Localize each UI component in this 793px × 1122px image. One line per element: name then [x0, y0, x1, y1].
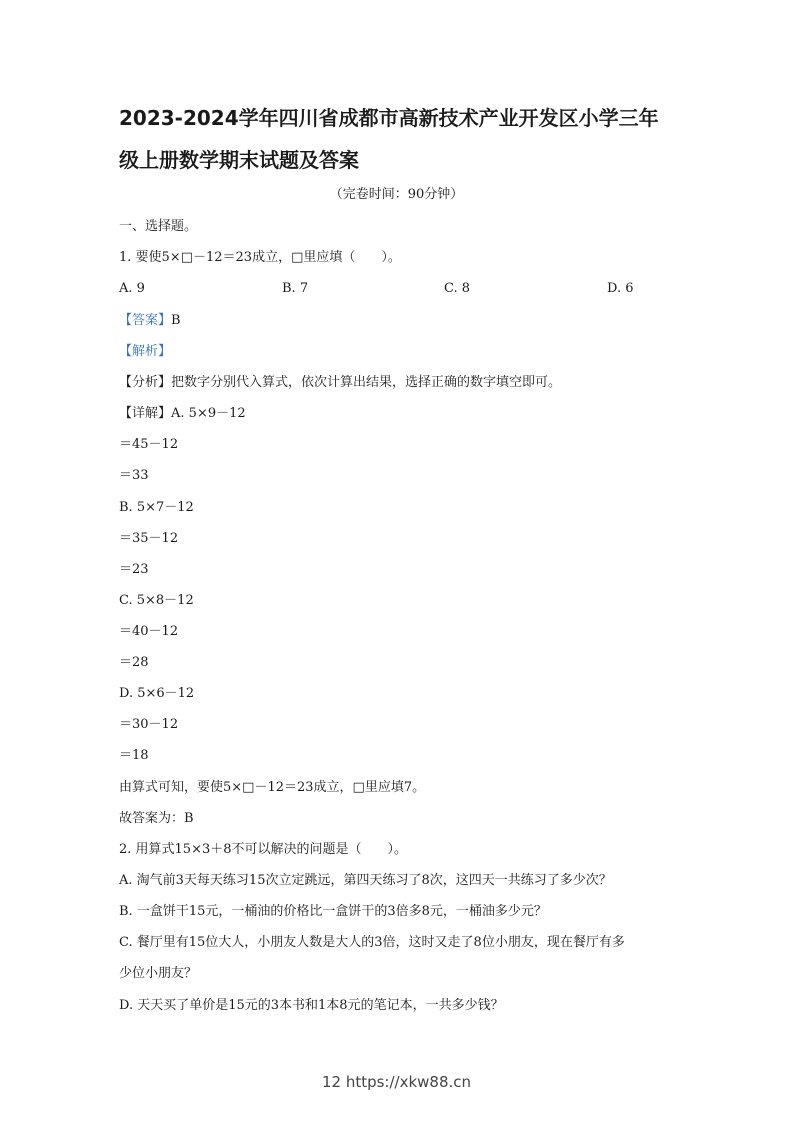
section-heading: 一、选择题。 — [119, 219, 198, 234]
answer-value: B — [171, 313, 181, 328]
step-line: ＝40－12 — [119, 624, 179, 639]
q1-xiangjie — [119, 407, 246, 421]
step-line: D. 5×6－12 — [119, 686, 195, 701]
document-title-line-2: 级上册数学期末试题及答案 — [119, 148, 359, 172]
step-line: ＝28 — [119, 655, 149, 670]
q2-option-d: D. 天天买了单价是15元的3本书和1本8元的笔记本，一共多少钱？ — [119, 998, 504, 1013]
q1-answer — [119, 314, 181, 328]
q1-option-d: D. 6 — [607, 281, 634, 296]
xiangjie-tag: 【详解】 — [119, 406, 172, 421]
q1-option-c: C. 8 — [444, 281, 471, 296]
step-line: ＝23 — [119, 562, 149, 577]
step-line: A. 5×9－12 — [171, 406, 246, 421]
q2-option-a: A. 淘气前3天每天练习15次立定跳远，第四天练习了8次，这四天一共练习了多少次？ — [119, 873, 612, 888]
step-line: ＝33 — [119, 468, 149, 483]
fenxi-tag: 【分析】 — [119, 375, 172, 390]
q2-option-c: C. 餐厅里有15位大人，小朋友人数是大人的3倍，这时又走了8位小朋友，现在餐厅有多 — [119, 935, 625, 950]
question-2-stem: 2. 用算式15×3＋8不可以解决的问题是（ ）。 — [119, 842, 408, 857]
document-title-line-1: 2023-2024学年四川省成都市高新技术产业开发区小学三年 — [119, 106, 659, 130]
step-line: ＝30－12 — [119, 717, 179, 732]
step-line: ＝35－12 — [119, 531, 179, 546]
fenxi-text: 把数字分别代入算式，依次计算出结果，选择正确的数字填空即可。 — [171, 375, 562, 390]
q2-option-b: B. 一盒饼干15元，一桶油的价格比一盒饼干的3倍多8元，一桶油多少元？ — [119, 904, 547, 919]
page-footer: 12 https://xkw88.cn — [321, 1073, 472, 1091]
q1-analysis-heading — [119, 345, 171, 359]
q1-option-a: A. 9 — [119, 281, 145, 296]
analysis-tag: 【解析】 — [119, 344, 172, 359]
step-line: B. 5×7－12 — [119, 500, 194, 515]
step-line: ＝18 — [119, 748, 149, 763]
q2-option-c-continued: 少位小朋友？ — [119, 966, 198, 981]
q1-option-b: B. 7 — [282, 281, 309, 296]
question-1-stem: 1. 要使5×□－12＝23成立，□里应填（ ）。 — [119, 250, 401, 265]
q1-fenxi — [119, 376, 561, 390]
step-line: C. 5×8－12 — [119, 593, 194, 608]
q1-final-answer: 故答案为：B — [119, 811, 194, 826]
step-line: ＝45－12 — [119, 437, 179, 452]
exam-time-note: （完卷时间：90分钟） — [329, 187, 464, 202]
answer-tag: 【答案】 — [119, 313, 172, 328]
q1-conclusion: 由算式可知，要使5×□－12＝23成立，□里应填7。 — [119, 780, 426, 795]
